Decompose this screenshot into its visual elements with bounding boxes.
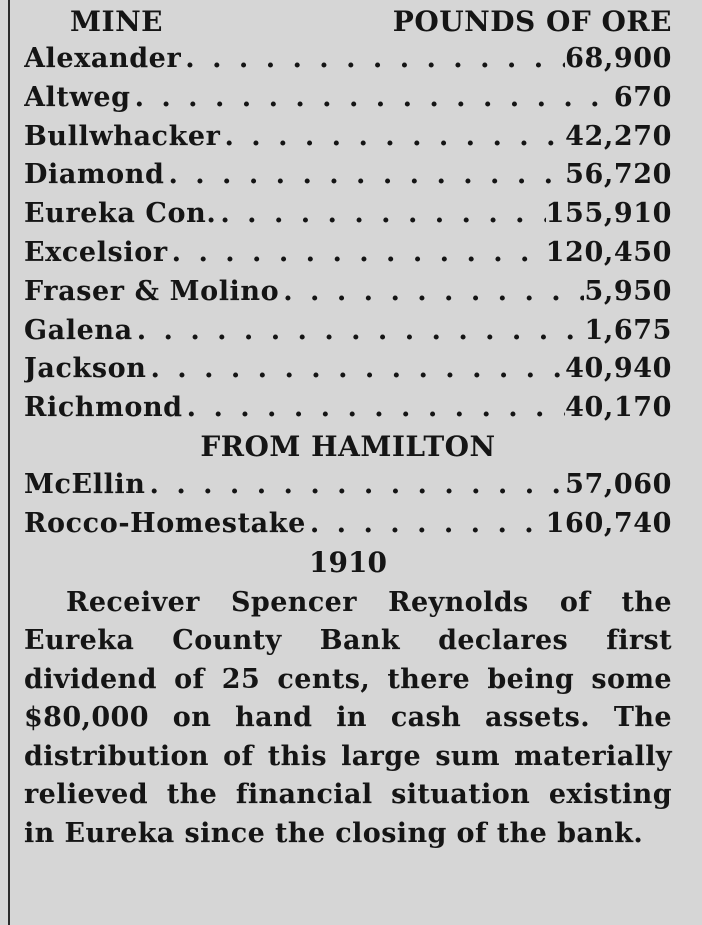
ore-pounds: 40,170 bbox=[565, 392, 672, 424]
year-heading: 1910 bbox=[309, 545, 387, 579]
leader-dots bbox=[279, 273, 584, 312]
leader-dots bbox=[181, 40, 565, 79]
leader-dots bbox=[133, 312, 585, 351]
ore-pounds: 155,910 bbox=[545, 198, 672, 230]
mine-name: Altweg bbox=[24, 81, 131, 113]
column-rule bbox=[8, 0, 10, 925]
mine-name: Excelsior bbox=[24, 236, 168, 268]
leader-dots bbox=[164, 156, 565, 195]
table-row bbox=[24, 350, 672, 389]
ore-pounds: 670 bbox=[613, 81, 672, 113]
table-row bbox=[24, 118, 672, 157]
ore-pounds: 68,900 bbox=[565, 43, 672, 74]
leader-dots bbox=[146, 466, 566, 505]
ore-pounds: 40,940 bbox=[565, 353, 672, 385]
mine-name: McEllin bbox=[24, 468, 146, 500]
leader-dots bbox=[220, 118, 565, 157]
article-column bbox=[24, 4, 672, 853]
ore-pounds: 120,450 bbox=[545, 236, 672, 268]
table-row bbox=[24, 312, 672, 351]
mine-name: Galena bbox=[24, 314, 133, 346]
table-row bbox=[24, 505, 672, 544]
mine-list bbox=[24, 40, 672, 428]
mine-name: Richmond bbox=[24, 392, 183, 424]
mine-column-header: MINE bbox=[70, 5, 164, 38]
mine-name: Fraser & Molino bbox=[24, 275, 280, 307]
hamilton-heading: FROM HAMILTON bbox=[200, 429, 496, 463]
leader-dots bbox=[306, 505, 546, 544]
ore-pounds: 1,675 bbox=[584, 314, 672, 346]
leader-dots bbox=[183, 389, 565, 428]
table-row bbox=[24, 195, 672, 234]
ore-pounds: 57,060 bbox=[565, 468, 672, 500]
leader-dots bbox=[131, 79, 614, 118]
pounds-column-header: POUNDS OF ORE bbox=[392, 5, 672, 38]
ore-pounds: 56,720 bbox=[565, 159, 672, 191]
hamilton-list bbox=[24, 466, 672, 544]
table-row bbox=[24, 79, 672, 118]
table-row bbox=[24, 466, 672, 505]
article-paragraph: Receiver Spencer Reynolds of the Eureka County Bank declares first dividend of 25 cents, there being some $80,000 on hand in cash assets. The distribution of this large sum materially relieved the financial situation existing in Eureka since the closing of the bank. bbox=[24, 586, 672, 849]
table-row bbox=[24, 273, 672, 312]
table-row bbox=[24, 40, 672, 79]
leader-dots bbox=[168, 234, 546, 273]
mine-name: Rocco-Homestake bbox=[24, 507, 306, 539]
table-row bbox=[24, 156, 672, 195]
ore-pounds: 160,740 bbox=[545, 507, 672, 539]
table-row bbox=[24, 389, 672, 428]
mine-name: Eureka Con. bbox=[24, 198, 217, 230]
mine-name: Diamond bbox=[24, 159, 165, 191]
table-header bbox=[24, 4, 672, 40]
mine-name: Jackson bbox=[24, 353, 147, 385]
table-row bbox=[24, 234, 672, 273]
leader-dots bbox=[216, 195, 545, 234]
mine-name: Bullwhacker bbox=[24, 120, 221, 152]
ore-pounds: 5,950 bbox=[584, 275, 672, 307]
ore-pounds: 42,270 bbox=[565, 120, 672, 152]
leader-dots bbox=[146, 350, 565, 389]
mine-name: Alexander bbox=[24, 43, 182, 74]
